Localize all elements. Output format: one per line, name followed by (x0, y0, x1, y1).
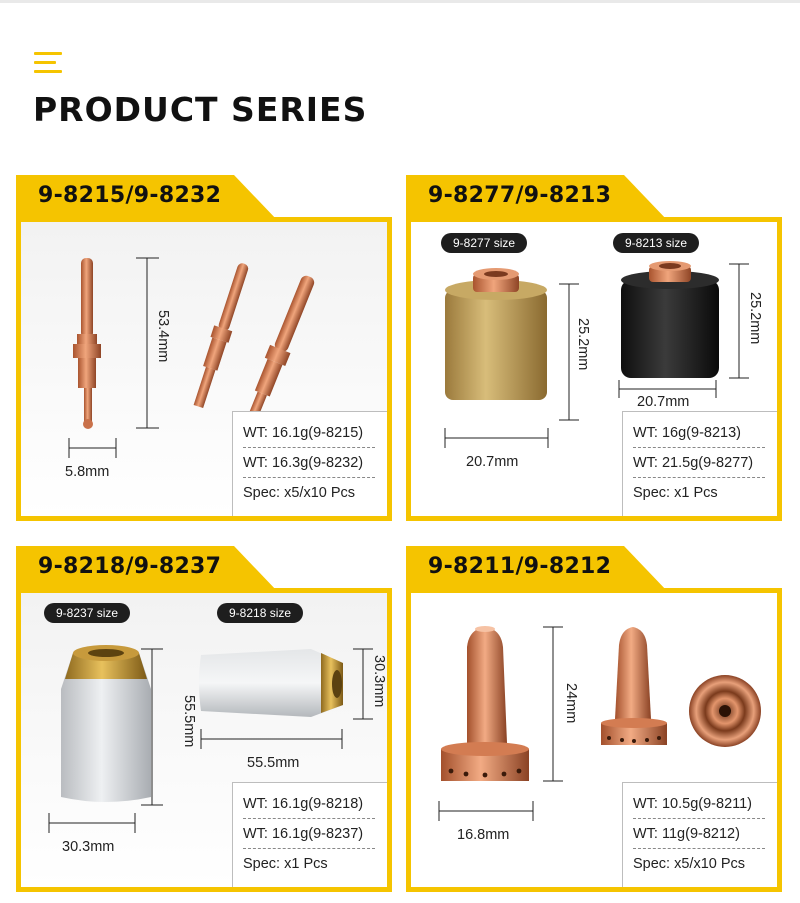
size-label-right: 9-8218 size (217, 603, 303, 623)
product-card-shield-cup (16, 546, 392, 892)
dimension-right-height: 25.2mm (747, 292, 763, 345)
card-title: 9-8277/9-8213 (428, 183, 612, 208)
spec-quantity: Spec: x5/x10 Pcs (633, 856, 746, 872)
dimension-right-height: 30.3mm (371, 655, 387, 708)
size-label-right: 9-8213 size (613, 233, 699, 253)
dimension-left-width: 30.3mm (62, 839, 115, 855)
spec-box (622, 782, 777, 887)
dimension-left-height: 25.2mm (575, 318, 591, 371)
dimension-width: 16.8mm (457, 827, 510, 843)
spec-weight-2: WT: 11g(9-8212) (633, 821, 765, 849)
spec-weight-2: WT: 21.5g(9-8277) (633, 450, 765, 478)
card-title: 9-8215/9-8232 (38, 183, 222, 208)
spec-quantity: Spec: x5/x10 Pcs (243, 485, 356, 501)
spec-quantity: Spec: x1 Pcs (633, 485, 718, 501)
dimension-right-width: 55.5mm (247, 755, 300, 771)
card-title: 9-8211/9-8212 (428, 554, 612, 579)
spec-box (622, 411, 777, 516)
spec-weight-2: WT: 16.3g(9-8232) (243, 450, 375, 478)
size-label-left: 9-8237 size (44, 603, 130, 623)
spec-weight-1: WT: 16.1g(9-8218) (243, 791, 375, 819)
page-title: PRODUCT SERIES (33, 90, 368, 129)
spec-weight-1: WT: 10.5g(9-8211) (633, 791, 765, 819)
dimension-height: 24mm (563, 683, 579, 724)
product-card-retaining-cup (406, 175, 782, 521)
product-card-nozzle (406, 546, 782, 892)
size-label-left: 9-8277 size (441, 233, 527, 253)
product-card-electrode (16, 175, 392, 521)
dimension-left-height: 55.5mm (181, 695, 197, 748)
menu-icon (34, 52, 62, 74)
spec-box (232, 411, 387, 516)
spec-box (232, 782, 387, 887)
spec-weight-1: WT: 16.1g(9-8215) (243, 420, 375, 448)
spec-weight-1: WT: 16g(9-8213) (633, 420, 765, 448)
dimension-right-width: 20.7mm (637, 394, 690, 410)
top-divider (0, 0, 800, 3)
spec-quantity: Spec: x1 Pcs (243, 856, 328, 872)
dimension-height: 53.4mm (155, 310, 171, 363)
dimension-width: 5.8mm (65, 464, 110, 480)
card-title: 9-8218/9-8237 (38, 554, 222, 579)
spec-weight-2: WT: 16.1g(9-8237) (243, 821, 375, 849)
dimension-left-width: 20.7mm (466, 454, 519, 470)
